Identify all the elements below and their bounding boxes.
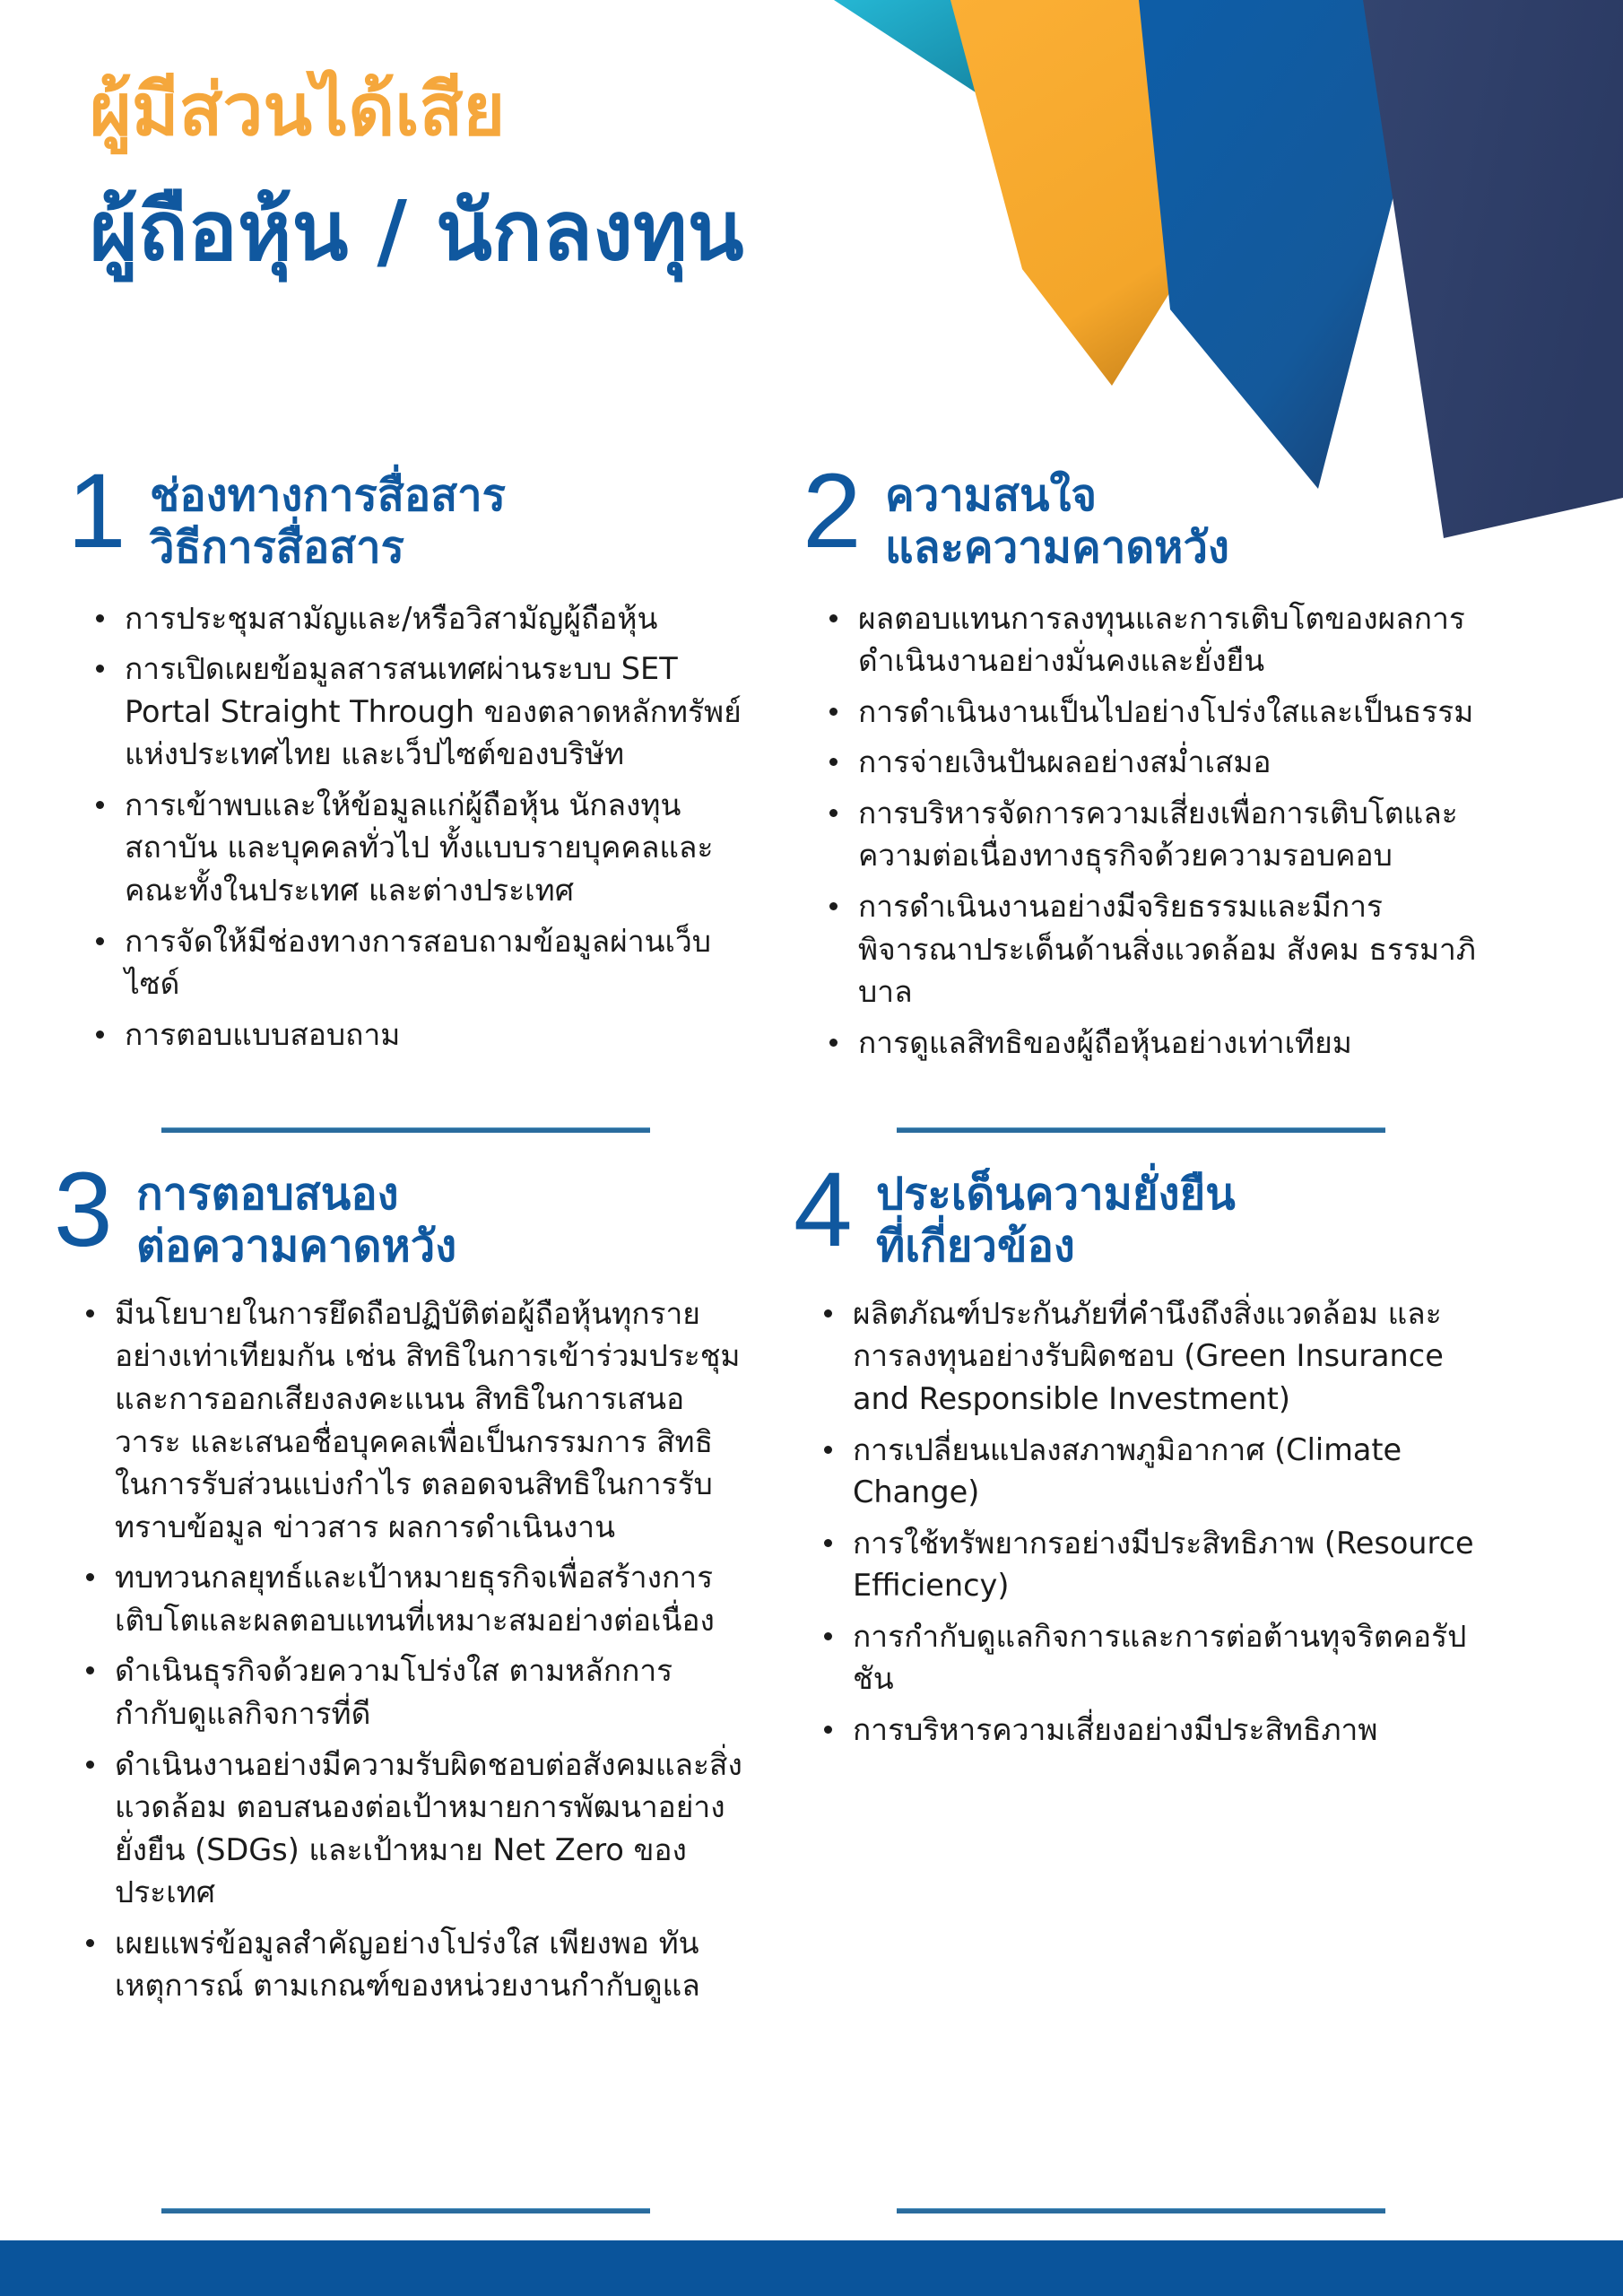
section-3-title-line2: ต่อความคาดหวัง <box>136 1221 457 1273</box>
divider-line <box>161 1127 650 1133</box>
list-item: การเข้าพบและให้ข้อมูลแก่ผู้ถือหุ้น นักลงทุนสถาบัน และบุคคลทั่วไป ทั้งแบบรายบุคคลและคณะทั้งในประเทศ และต่างประเทศ <box>83 784 744 912</box>
list-item: การเปลี่ยนแปลงสภาพภูมิอากาศ (Climate Change) <box>812 1429 1480 1514</box>
list-item: การเปิดเผยข้อมูลสารสนเทศผ่านระบบ SET Portal Straight Through ของตลาดหลักทรัพย์แห่งประเทศไทย และเว็ปไซต์ของบริษัท <box>83 648 744 776</box>
section-1-number: 1 <box>67 452 126 570</box>
section-4-bullet-list <box>812 1292 1480 1752</box>
section-4-title-line2: ที่เกี่ยวข้อง <box>876 1221 1075 1273</box>
list-item: เผยแพร่ข้อมูลสำคัญอย่างโปร่งใส เพียงพอ ทันเหตุการณ์ ตามเกณฑ์ของหน่วยงานกำกับดูแล <box>74 1922 744 2007</box>
section-1-heading <box>67 452 744 574</box>
list-item: การจัดให้มีช่องทางการสอบถามข้อมูลผ่านเว็บไซด์ <box>83 920 744 1005</box>
divider-line <box>161 2208 650 2213</box>
orange-wedge-shape <box>950 0 1318 386</box>
section-3 <box>0 1151 767 2015</box>
section-4 <box>767 1151 1533 2015</box>
footer-bar <box>0 2240 1623 2296</box>
list-item: การดำเนินงานอย่างมีจริยธรรมและมีการพิจารณาประเด็นด้านสิ่งแวดล้อม สังคม ธรรมาภิบาล <box>817 885 1480 1013</box>
section-2-title-line1: ความสนใจ <box>885 470 1098 521</box>
section-1-bullet-list <box>83 597 744 1057</box>
list-item: การใช้ทรัพยากรอย่างมีประสิทธิภาพ (Resource Efficiency) <box>812 1522 1480 1607</box>
teal-sliver-shape <box>834 0 1085 135</box>
divider-line <box>897 2208 1385 2213</box>
section-4-title <box>876 1165 1236 1273</box>
list-item: ทบทวนกลยุทธ์และเป้าหมายธุรกิจเพื่อสร้างการเติบโตและผลตอบแทนที่เหมาะสมอย่างต่อเนื่อง <box>74 1556 744 1641</box>
sections-grid <box>0 452 1623 2015</box>
section-2-number: 2 <box>803 452 862 570</box>
section-1-title <box>150 466 506 574</box>
sections-row-2 <box>0 1151 1623 2015</box>
sections-row-1 <box>0 452 1623 1072</box>
list-item: ผลิตภัณฑ์ประกันภัยที่คำนึงถึงสิ่งแวดล้อม และการลงทุนอย่างรับผิดชอบ (Green Insurance and Responsible Investment) <box>812 1292 1480 1421</box>
section-3-number: 3 <box>54 1151 113 1270</box>
section-2-title <box>885 466 1229 574</box>
list-item: ดำเนินธุรกิจด้วยความโปร่งใส ตามหลักการกำกับดูแลกิจการที่ดี <box>74 1649 744 1735</box>
page-title-secondary: ผู้ถือหุ้น / นักลงทุน <box>90 182 744 279</box>
section-3-heading <box>54 1151 744 1273</box>
divider-cell-left <box>0 1127 767 1133</box>
navy-wedge-shape <box>1363 0 1623 538</box>
section-3-title-line1: การตอบสนอง <box>136 1169 399 1221</box>
section-divider-rules-top <box>0 1127 1623 1133</box>
section-2-title-line2: และความคาดหวัง <box>885 521 1229 573</box>
header-titles <box>90 70 744 277</box>
list-item: การดำเนินงานเป็นไปอย่างโปร่งใสและเป็นธรรม <box>817 691 1480 734</box>
list-item: การตอบแบบสอบถาม <box>83 1013 744 1057</box>
section-4-number: 4 <box>794 1151 853 1270</box>
list-item: การจ่ายเงินปันผลอย่างสม่ำเสมอ <box>817 741 1480 784</box>
section-3-bullet-list <box>74 1292 744 2007</box>
list-item: การประชุมสามัญและ/หรือวิสามัญผู้ถือหุ้น <box>83 597 744 640</box>
list-item: การดูแลสิทธิของผู้ถือหุ้นอย่างเท่าเทียม <box>817 1022 1480 1065</box>
section-2-heading <box>803 452 1480 574</box>
blue-wedge-shape <box>1139 0 1435 489</box>
list-item: ผลตอบแทนการลงทุนและการเติบโตของผลการดำเนินงานอย่างมั่นคงและยั่งยืน <box>817 597 1480 683</box>
section-2-bullet-list <box>817 597 1480 1065</box>
list-item: ดำเนินงานอย่างมีความรับผิดชอบต่อสังคมและสิ่งแวดล้อม ตอบสนองต่อเป้าหมายการพัฒนาอย่างยั่งยืน (SDGs) และเป้าหมาย Net Zero ของประเทศ <box>74 1744 744 1914</box>
list-item: การบริหารจัดการความเสี่ยงเพื่อการเติบโตและความต่อเนื่องทางธุรกิจด้วยความรอบคอบ <box>817 792 1480 877</box>
list-item: มีนโยบายในการยึดถือปฏิบัติต่อผู้ถือหุ้นทุกรายอย่างเท่าเทียมกัน เช่น สิทธิในการเข้าร่วมประชุมและการออกเสียงลงคะแนน สิทธิในการเสนอวาระ และเสนอชื่อบุคคลเพื่อเป็นกรรมการ สิทธิในการรับส่วนแบ่งกำไร ตลอดจนสิทธิในการรับทราบข้อมูล ข่าวสาร ผลการดำเนินงาน <box>74 1292 744 1548</box>
divider-line <box>897 1127 1385 1133</box>
section-1 <box>0 452 767 1072</box>
divider-cell-right <box>767 2208 1533 2213</box>
page-title-primary: ผู้มีส่วนได้เสีย <box>90 68 506 152</box>
section-4-heading <box>794 1151 1480 1273</box>
section-1-title-line2: วิธีการสื่อสาร <box>150 521 404 573</box>
section-divider-rules-bottom <box>0 2208 1623 2213</box>
section-1-title-line1: ช่องทางการสื่อสาร <box>150 470 506 521</box>
list-item: การกำกับดูแลกิจการและการต่อต้านทุจริตคอรัปชัน <box>812 1615 1480 1700</box>
list-item: การบริหารความเสี่ยงอย่างมีประสิทธิภาพ <box>812 1709 1480 1752</box>
section-4-title-line1: ประเด็นความยั่งยืน <box>876 1169 1236 1221</box>
section-3-title <box>136 1165 456 1273</box>
divider-cell-right <box>767 1127 1533 1133</box>
section-2 <box>767 452 1533 1072</box>
divider-cell-left <box>0 2208 767 2213</box>
